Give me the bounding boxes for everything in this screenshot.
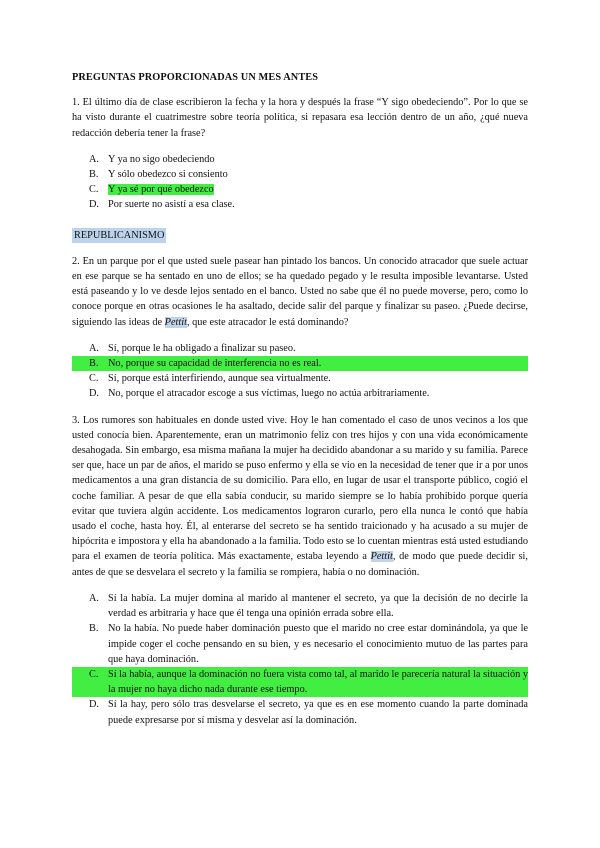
question-2-options xyxy=(72,341,528,402)
question-3-option-d xyxy=(72,697,528,727)
section-title-republicanismo: REPUBLICANISMO xyxy=(72,228,166,243)
question-3-text-after: , de modo que puede decidir si, antes de que se desvelara el secreto y la familia se rompiera, había o no dominación. xyxy=(72,551,528,578)
author-name: Pettit xyxy=(164,316,187,328)
option-text: Y sólo obedezco si consiento xyxy=(108,169,228,181)
question-1-options xyxy=(72,152,528,213)
option-text: No la había. No puede haber dominación puesto que el marido no cree estar dominándola, ya que le impide coger el coche pensando en su bien, y es necesario el conocimiento mutuo de las partes para que haya dominación. xyxy=(108,623,528,665)
option-letter: D. xyxy=(89,199,100,211)
question-2-option-d xyxy=(72,386,528,401)
option-letter: B. xyxy=(89,358,99,370)
question-1-option-b xyxy=(72,167,528,182)
question-3-options xyxy=(72,591,528,728)
option-text: No, porque el atracador escoge a sus víctimas, luego no actúa arbitrariamente. xyxy=(108,388,430,400)
option-letter: A. xyxy=(89,592,100,604)
option-text: Y ya no sigo obedeciendo xyxy=(108,153,215,165)
question-3-option-b xyxy=(72,621,528,667)
question-2-text-after: , que este atracador le está dominando? xyxy=(186,316,349,328)
option-text: Sí la había. La mujer domina al marido al mantener el secreto, ya que la decisión de no decirle la verdad es arbitraria y hace que él tenga una opinión errada sobre ella. xyxy=(108,592,528,620)
document-heading: PREGUNTAS PROPORCIONADAS UN MES ANTES xyxy=(72,72,319,83)
question-3-text-before: 3. Los rumores son habituales en donde usted vive. Hoy le han comentado el caso de unos vecinos a los que usted conocía bien. Aparentemente, eran un matrimonio feliz con tres hijos y con una vida económicamente desahogada. Sin embargo, esa misma mañana la mujer ha decidido abandonar a su marido y su familia. Parece ser que, hace un par de años, el marido se puso enfermo y ella se vio en la necesidad de tener que ir a por unos medicamentos a una gran distancia de su domicilio. Para ello, en lugar de usar el transporte público, cogió el coche familiar. A pesar de que ella sabía conducir, su marido siempre se lo había prohibido porque quería evitar que tuviera algún accidente. Los medicamentos lograron curarlo, pero ella nunca le contó que había usado el coche, hasta hoy. Él, al enterarse del secreto se ha sentido traicionado y ha acusado a su mujer de hipócrita e impostora y ella ha abandonado a la familia. Todo esto se lo cuentan mientras está usted estudiando para el examen de teoría política. Más exactamente, estaba leyendo a xyxy=(72,414,528,563)
question-2-option-a xyxy=(72,341,528,356)
document-page xyxy=(72,70,528,739)
option-letter: A. xyxy=(89,342,100,354)
option-text: Sí, porque le ha obligado a finalizar su paseo. xyxy=(108,342,296,354)
option-letter: B. xyxy=(89,169,99,181)
correct-answer-highlight: Sí la había, aunque la dominación no fuera vista como tal, al marido le parecería natural la situación y la mujer no haya dicho nada durante ese tiempo. xyxy=(108,668,528,696)
question-3-option-c xyxy=(72,667,528,697)
question-2-option-c xyxy=(72,371,528,386)
question-3-option-a xyxy=(72,591,528,621)
correct-answer-highlight: Y ya sé por qué obedezco xyxy=(108,184,214,196)
question-2-option-b xyxy=(72,356,528,371)
question-1-option-d xyxy=(72,197,528,212)
option-text: Sí, porque está interfiriendo, aunque sea virtualmente. xyxy=(108,373,331,385)
option-letter: D. xyxy=(89,699,100,711)
question-2-text-before: 2. En un parque por el que usted suele pasear han pintado los bancos. Un conocido atracador que suele actuar en ese parque se ha sentado en uno de ellos; se ha quedado pegado y le resulta imposible levantarse. Usted está paseando y lo ve desde lejos sentado en el banco. Usted no sabe que él no puede moverse, pero, como lo conoce porque en otras ocasiones le ha asaltado, decide salir del parque y finalizar su paseo. ¿Puede decirse, siguiendo las ideas de xyxy=(72,255,528,328)
option-letter: C. xyxy=(89,184,99,196)
option-letter: C. xyxy=(89,668,99,680)
option-text: Sí la hay, pero sólo tras desvelarse el secreto, ya que es en ese momento cuando la parte dominada puede expresarse por sí misma y desvelar así la dominación. xyxy=(108,699,528,726)
option-letter: A. xyxy=(89,153,100,165)
question-1-option-c xyxy=(72,182,528,197)
author-name: Pettit xyxy=(370,551,393,563)
question-1-text: 1. El último día de clase escribieron la fecha y la hora y después la frase “Y sigo obedeciendo”. Por lo que se ha visto durante el cuatrimestre sobre teoría política, si repasara esa lección dentro de un año, ¿qué nueva redacción debería tener la frase? xyxy=(72,97,528,139)
question-1-option-a xyxy=(72,152,528,167)
option-letter: C. xyxy=(89,373,99,385)
option-text: Por suerte no asistí a esa clase. xyxy=(108,199,235,211)
question-3-text xyxy=(72,413,528,580)
option-letter: B. xyxy=(89,623,99,635)
correct-answer-highlight: No, porque su capacidad de interferencia no es real. xyxy=(108,358,322,370)
question-2-text xyxy=(72,254,528,330)
option-letter: D. xyxy=(89,388,100,400)
